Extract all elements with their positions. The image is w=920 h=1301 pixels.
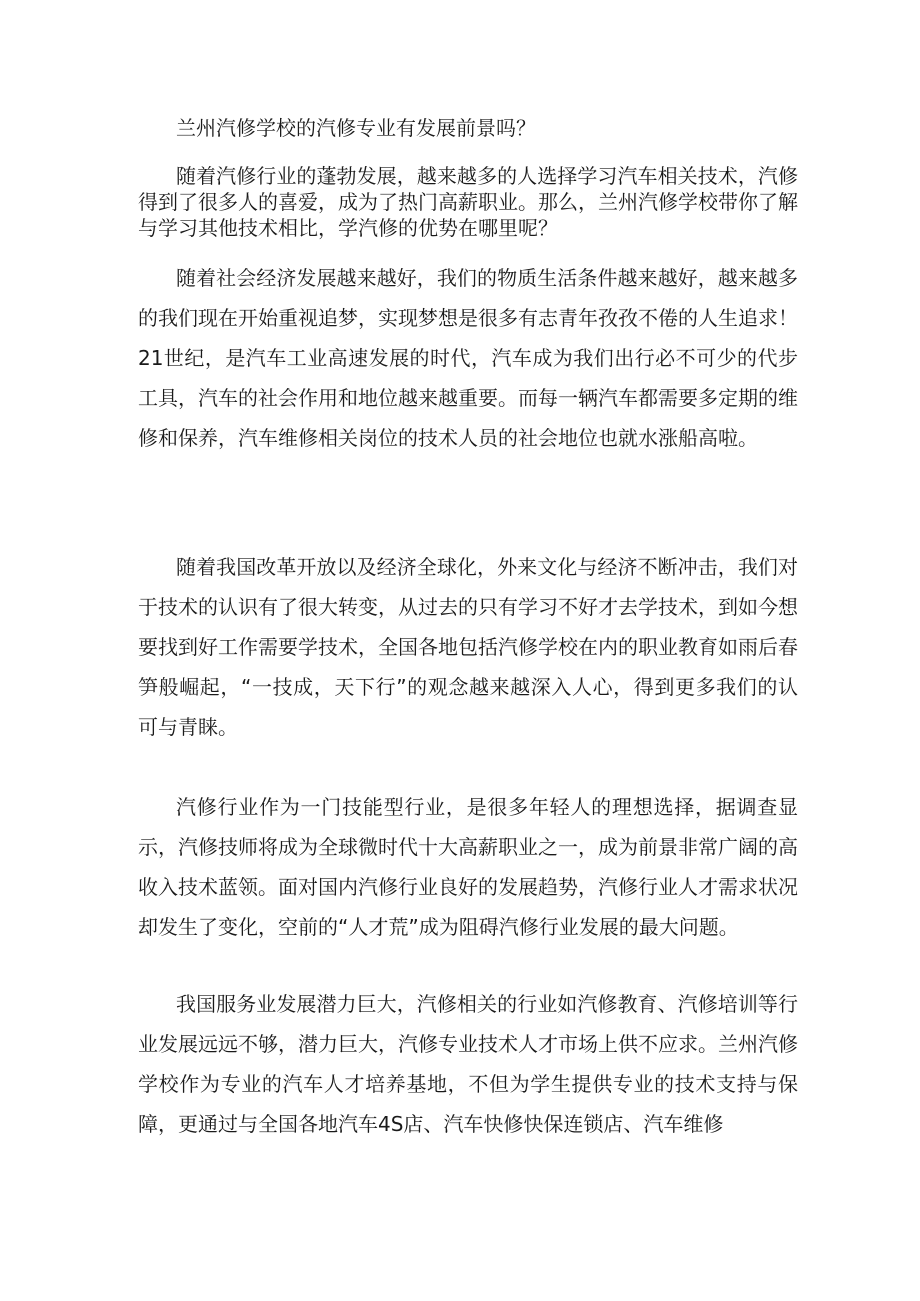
document-title: 兰州汽修学校的汽修专业有发展前景吗？	[176, 116, 536, 140]
body-paragraph: 随着我国改革开放以及经济全球化，外来文化与经济不断冲击，我们对于技术的认识有了很大转变，从过去的只有学习不好才去学技术，到如今想要找到好工作需要学技术，全国各地包括汽修学校在内的职业教育如雨后春笋般崛起，“一技成，天下行”的观念越来越深入人心，得到更多我们的认可与青睐。	[138, 555, 798, 739]
body-paragraph: 汽修行业作为一门技能型行业，是很多年轻人的理想选择，据调查显示，汽修技师将成为全球微时代十大高薪职业之一，成为前景非常广阔的高收入技术蓝领。面对国内汽修行业良好的发展趋势，汽修行业人才需求状况却发生了变化，空前的“人才荒”成为阻碍汽修行业发展的最大问题。	[138, 795, 798, 939]
body-paragraph: 随着社会经济发展越来越好，我们的物质生活条件越来越好，越来越多的我们现在开始重视追梦，实现梦想是很多有志青年孜孜不倦的人生追求！21世纪，是汽车工业高速发展的时代，汽车成为我们出行必不可少的代步工具，汽车的社会作用和地位越来越重要。而每一辆汽车都需要多定期的维修和保养，汽车维修相关岗位的技术人员的社会地位也就水涨船高啦。	[138, 266, 798, 450]
intro-paragraph: 随着汽修行业的蓬勃发展，越来越多的人选择学习汽车相关技术，汽修得到了很多人的喜爱，成为了热门高薪职业。那么，兰州汽修学校带你了解与学习其他技术相比，学汽修的优势在哪里呢？	[138, 164, 798, 240]
body-paragraph: 我国服务业发展潜力巨大，汽修相关的行业如汽修教育、汽修培训等行业发展远远不够，潜力巨大，汽修专业技术人才市场上供不应求。兰州汽修学校作为专业的汽车人才培养基地，不但为学生提供专业的技术支持与保障，更通过与全国各地汽车4S店、汽车快修快保连锁店、汽车维修	[138, 992, 798, 1136]
